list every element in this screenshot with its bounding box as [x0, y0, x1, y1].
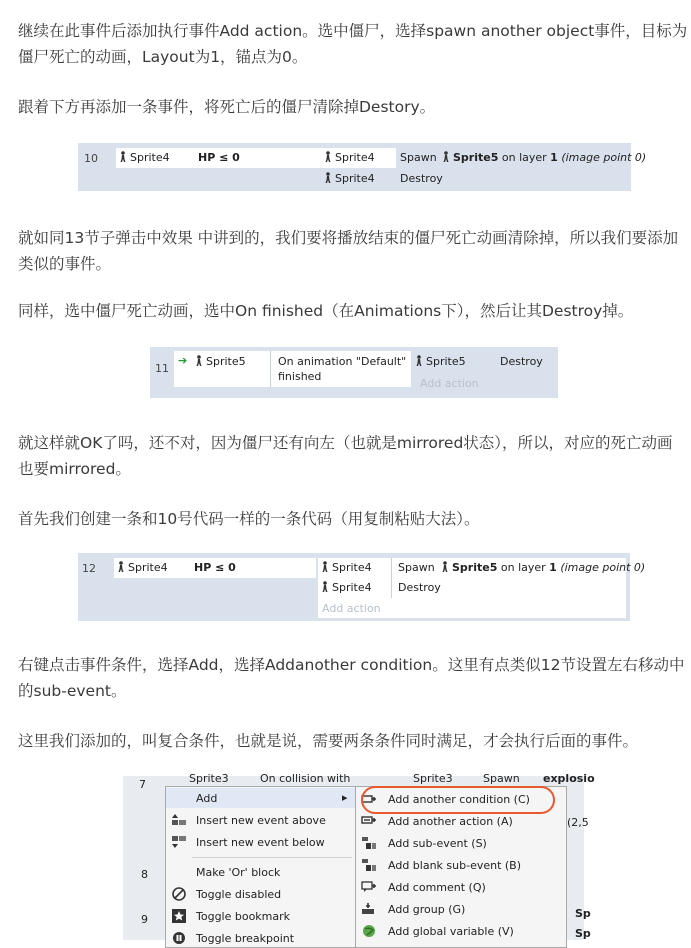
menu-separator	[192, 857, 352, 858]
paragraph-1: 继续在此事件后添加执行事件Add action。选中僵尸，选择spawn another object事件，目标为僵尸死亡的动画，Layout为1，锚点为0。	[18, 22, 688, 66]
event-10-screenshot	[78, 143, 647, 191]
bg-event-number: 7	[139, 778, 146, 791]
action-verb: Destroy	[400, 172, 443, 185]
menu-item-make-or-block[interactable]: Make 'Or' block	[196, 866, 281, 879]
paragraph-2: 跟着下方再添加一条事件，将死亡后的僵尸清除掉Destory。	[18, 98, 436, 116]
group-icon	[362, 903, 376, 915]
sprite-figure-icon	[322, 581, 328, 592]
condition-text-1: On animation "Default"	[278, 355, 407, 368]
sprite-figure-icon	[442, 561, 448, 572]
menu-item-add-hover[interactable]	[166, 788, 356, 808]
menu-item-add-global-variable[interactable]: Add global variable (V)	[388, 925, 514, 938]
bg-event-number: 9	[141, 913, 148, 926]
sub-event-icon	[362, 837, 376, 849]
add-action-link[interactable]: Add action	[322, 602, 381, 615]
bg-cell: explosio	[543, 772, 595, 785]
condition-object: Sprite4	[118, 561, 168, 575]
condition-text: HP ≤ 0	[198, 151, 240, 164]
insert-below-icon	[172, 836, 186, 848]
bg-cell: (2,5	[567, 816, 589, 829]
event-actions	[318, 558, 646, 618]
action-params: Sprite5 on layer 1 (image point 0)	[443, 151, 646, 165]
highlight-annotation	[361, 786, 555, 814]
condition-text: HP ≤ 0	[194, 561, 236, 574]
menu-item-add-another-action[interactable]: Add another action (A)	[388, 815, 513, 828]
sprite-figure-icon	[443, 151, 449, 162]
event-12-screenshot	[78, 553, 646, 621]
event-actions	[321, 148, 647, 188]
paragraph-7: 右键点击事件条件，选择Add，选择Addanother condition。这里有点类似12节设置左右移动中的sub-event。	[18, 656, 685, 700]
disabled-icon	[172, 887, 186, 899]
action-object: Sprite4	[322, 581, 372, 595]
sprite-figure-icon	[416, 355, 422, 366]
condition-object: Sprite5	[196, 355, 246, 369]
event-number: 12	[82, 562, 96, 575]
action-verb: Destroy	[500, 355, 543, 368]
sprite-figure-icon	[118, 561, 124, 572]
action-object: Sprite4	[322, 561, 372, 575]
menu-item-insert-below[interactable]: Insert new event below	[196, 836, 325, 849]
trigger-arrow-icon: ➔	[178, 354, 188, 367]
cell-divider	[391, 558, 392, 598]
paragraph-6: 首先我们创建一条和10号代码一样的一条代码（用复制粘贴大法）。	[18, 510, 480, 528]
bg-cell: Spawn	[483, 772, 520, 785]
event-number: 11	[155, 362, 169, 375]
event-11-screenshot	[150, 347, 558, 398]
menu-item-add-blank-sub-event[interactable]: Add blank sub-event (B)	[388, 859, 522, 872]
sprite-figure-icon	[325, 151, 331, 162]
event-condition-row[interactable]	[174, 351, 411, 387]
comment-icon	[362, 881, 376, 893]
bg-cell: Sprite3	[189, 772, 229, 785]
condition-object: Sprite4	[120, 151, 170, 165]
global-variable-icon	[362, 924, 376, 936]
action-object: Sprite5	[416, 355, 466, 369]
paragraph-8: 这里我们添加的，叫复合条件，也就是说，需要两条条件同时满足，才会执行后面的事件。	[18, 732, 639, 750]
chevron-right-icon: ▸	[342, 791, 348, 804]
add-action-link[interactable]: Add action	[420, 377, 479, 390]
menu-item-toggle-disabled[interactable]: Toggle disabled	[196, 888, 282, 901]
menu-item-add-group[interactable]: Add group (G)	[388, 903, 466, 916]
insert-above-icon	[172, 814, 186, 826]
paragraph-5: 就这样就OK了吗，还不对，因为僵尸还有向左（也就是mirrored状态），所以，对应的死亡动画也要mirrored。	[18, 434, 673, 478]
menu-item-insert-above[interactable]: Insert new event above	[196, 814, 326, 827]
menu-item-add[interactable]: Add	[196, 792, 218, 805]
menu-item-add-comment[interactable]: Add comment (Q)	[388, 881, 486, 894]
sprite-figure-icon	[325, 172, 331, 183]
menu-item-toggle-bookmark[interactable]: Toggle bookmark	[196, 910, 291, 923]
sprite-figure-icon	[196, 355, 202, 366]
action-verb: Spawn	[400, 151, 437, 164]
bookmark-icon	[172, 909, 186, 921]
event-number: 10	[84, 152, 98, 165]
bg-cell: Sprite3	[413, 772, 453, 785]
condition-text-2: finished	[278, 370, 322, 383]
sprite-figure-icon	[120, 151, 126, 162]
add-action-icon	[362, 815, 376, 827]
action-verb: Spawn	[398, 561, 435, 574]
paragraph-3: 就如同13节子弹击中效果 中讲到的，我们要将播放结束的僵尸死亡动画清除掉，所以我们要添加类似的事件。	[18, 229, 679, 273]
menu-item-add-another-condition[interactable]: Add another condition (C)	[388, 793, 530, 806]
cell-divider	[270, 351, 271, 387]
bg-cell: On collision with	[260, 772, 351, 785]
bg-cell: Sp	[575, 927, 591, 940]
context-menu	[165, 786, 357, 948]
event-condition-row[interactable]	[114, 558, 316, 578]
bg-event-number: 8	[141, 868, 148, 881]
action-object: Sprite4	[325, 172, 375, 186]
bg-cell: Sp	[575, 907, 591, 920]
paragraph-4: 同样，选中僵尸死亡动画，选中On finished（在Animations下），然后让其Destroy掉。	[18, 302, 634, 320]
menu-item-add-sub-event[interactable]: Add sub-event (S)	[388, 837, 487, 850]
menu-item-toggle-breakpoint[interactable]: Toggle breakpoint	[196, 932, 295, 945]
sprite-figure-icon	[322, 561, 328, 572]
action-verb: Destroy	[398, 581, 441, 594]
action-object: Sprite4	[325, 151, 375, 165]
blank-sub-event-icon	[362, 859, 376, 871]
action-params: Sprite5 on layer 1 (image point 0)	[442, 561, 645, 575]
breakpoint-icon	[172, 931, 186, 943]
context-menu-screenshot	[123, 772, 595, 945]
